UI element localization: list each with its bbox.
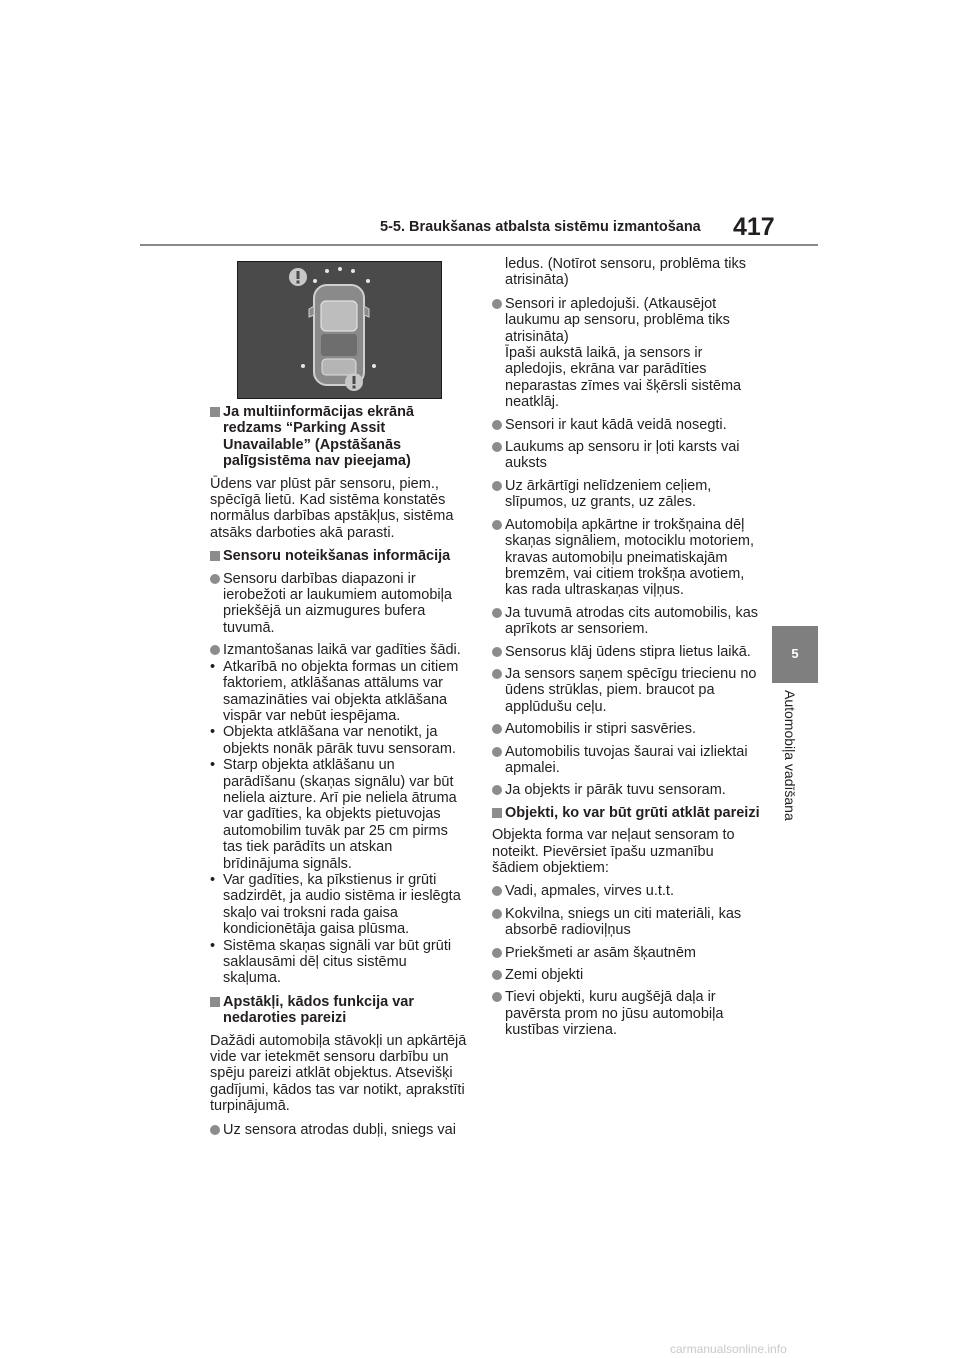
- section-heading: Apstākļi, kādos funkcija var nedaroties pareizi: [210, 994, 468, 1027]
- section-title: 5-5. Braukšanas atbalsta sistēmu izmantošana: [380, 219, 701, 235]
- round-bullet-icon: [492, 909, 502, 919]
- paragraph: Objekta forma var neļaut sensoram to noteikt. Pievērsiet īpašu uzmanību šādiem objektiem:: [492, 827, 735, 876]
- round-bullet-icon: [210, 574, 220, 584]
- list-item: Sensoru darbības diapazoni ir ierobežoti ar laukumiem automobiļa priekšējā un aizmugures bufera tuvumā.: [210, 571, 468, 637]
- list-item: Automobilis tuvojas šaurai vai izliektai apmalei.: [492, 744, 762, 777]
- square-bullet-icon: [210, 407, 220, 417]
- round-bullet-icon: [492, 442, 502, 452]
- square-bullet-icon: [492, 808, 502, 818]
- list-item: Vadi, apmales, virves u.t.t.: [492, 883, 762, 899]
- list-item: Izmantošanas laikā var gadīties šādi.: [210, 642, 468, 658]
- chapter-tab: [772, 626, 818, 683]
- header-divider: [140, 244, 818, 246]
- list-item: Tievi objekti, kuru augšējā daļa ir pavērsta prom no jūsu automobiļa kustības virziena.: [492, 989, 762, 1038]
- list-item: Ja objekts ir pārāk tuvu sensoram.: [492, 782, 762, 798]
- list-item: Uz ārkārtīgi nelīdzeniem ceļiem, slīpumos, uz grants, uz zāles.: [492, 478, 762, 511]
- round-bullet-icon: [492, 647, 502, 657]
- list-item: Ja tuvumā atrodas cits automobilis, kas aprīkots ar sensoriem.: [492, 605, 762, 638]
- square-bullet-icon: [210, 551, 220, 561]
- list-item: Priekšmeti ar asām šķautnēm: [492, 945, 762, 961]
- paragraph: Dažādi automobiļa stāvokļi un apkārtējā vide var ietekmēt sensoru darbību un spēju pareizi atklāt objektus. Atsevišķi gadījumi, kādos tas var notikt, aprakstīti turpinājumā.: [210, 1032, 467, 1115]
- round-bullet-icon: [492, 724, 502, 734]
- section-heading: Objekti, ko var būt grūti atklāt pareizi: [492, 805, 762, 821]
- chapter-number: 5: [791, 646, 799, 661]
- sub-list-item: • Atkarībā no objekta formas un citiem faktoriem, atklāšanas attālums var samazināties vai objekta atklāšana vispār var nebūt iespējama.: [210, 658, 459, 724]
- round-bullet-icon: [492, 948, 502, 958]
- list-item: Uz sensora atrodas dubļi, sniegs vai: [210, 1122, 468, 1138]
- round-bullet-icon: [492, 992, 502, 1002]
- round-bullet-icon: [492, 420, 502, 430]
- paragraph: Ūdens var plūst pār sensoru, piem., spēcīgā lietū. Kad sistēma konstatēs normālus darbības apstākļus, sistēma atsāks darboties akā parasti.: [210, 475, 454, 541]
- left-column: [210, 404, 468, 1144]
- sub-list-item: • Objekta atklāšana var nenotikt, ja objekts nonāk pārāk tuvu sensoram.: [210, 724, 456, 757]
- list-item: Automobilis ir stipri sasvēries.: [492, 721, 762, 737]
- sub-list-item: • Starp objekta atklāšanu un parādīšanu (skaņas signālu) var būt neliela aizture. Arī pie neliela ātruma var gadīties, ka objekts pietuvojas automobilim tuvāk par 25 cm pirms tas tiek parādīts un atskan brīdinājuma signāls.: [210, 757, 457, 872]
- page-number: 417: [733, 213, 775, 241]
- list-item: Automobiļa apkārtne ir trokšņaina dēļ skaņas signāliem, motociklu motoriem, kravas automobiļu pneimatiskajām bremzēm, vai citiem trokšņa avotiem, kas rada ultraskaņas viļņus.: [492, 517, 762, 599]
- round-bullet-icon: [492, 747, 502, 757]
- round-bullet-icon: [210, 645, 220, 655]
- square-bullet-icon: [210, 997, 220, 1007]
- list-item: Ja sensors saņem spēcīgu triecienu no ūdens strūklas, piem. braucot pa applūdušu ceļu.: [492, 666, 762, 715]
- list-item: Sensori ir apledojuši. (Atkausējot laukumu ap sensoru, problēma tiks atrisināta) Īpaši aukstā laikā, ja sensors ir apledojis, ekrāna var parādīties neparastas zīmes vai šķērsli sistēma neatklāj.: [492, 296, 762, 411]
- list-item: Kokvilna, sniegs un citi materiāli, kas absorbē radioviļņus: [492, 906, 762, 939]
- list-item: Sensorus klāj ūdens stipra lietus laikā.: [492, 644, 762, 660]
- watermark: carmanualsonline.info: [670, 1342, 787, 1356]
- paragraph-continuation: ledus. (Notīrot sensoru, problēma tiks atrisināta): [505, 256, 746, 289]
- right-column: [492, 256, 762, 1045]
- round-bullet-icon: [492, 970, 502, 980]
- section-heading: Sensoru noteikšanas informācija: [210, 548, 468, 564]
- round-bullet-icon: [492, 608, 502, 618]
- round-bullet-icon: [492, 520, 502, 530]
- sub-list-item: • Sistēma skaņas signāli var būt grūti saklausāmi dēļ citus sistēmu skaļuma.: [210, 937, 452, 987]
- round-bullet-icon: [492, 886, 502, 896]
- round-bullet-icon: [492, 669, 502, 679]
- list-item: Laukums ap sensoru ir ļoti karsts vai auksts: [492, 439, 762, 472]
- list-item: Sensori ir kaut kādā veidā nosegti.: [492, 417, 762, 433]
- chapter-label: Automobiļa vadīšana: [782, 690, 798, 821]
- sub-list-item: • Var gadīties, ka pīkstienus ir grūti sadzirdēt, ja audio sistēma ir ieslēgta skaļo vai troksni rada gaisa kondicionētāja gaisa plūsma.: [210, 871, 461, 938]
- round-bullet-icon: [492, 299, 502, 309]
- round-bullet-icon: [492, 481, 502, 491]
- round-bullet-icon: [210, 1125, 220, 1135]
- section-heading: Ja multiinformācijas ekrānā redzams “Parking Assit Unavailable” (Apstāšanās palīgsistēma nav pieejama): [210, 404, 468, 470]
- round-bullet-icon: [492, 785, 502, 795]
- car-top-view-sensor-warning-icon: [237, 261, 442, 399]
- list-item: Zemi objekti: [492, 967, 762, 983]
